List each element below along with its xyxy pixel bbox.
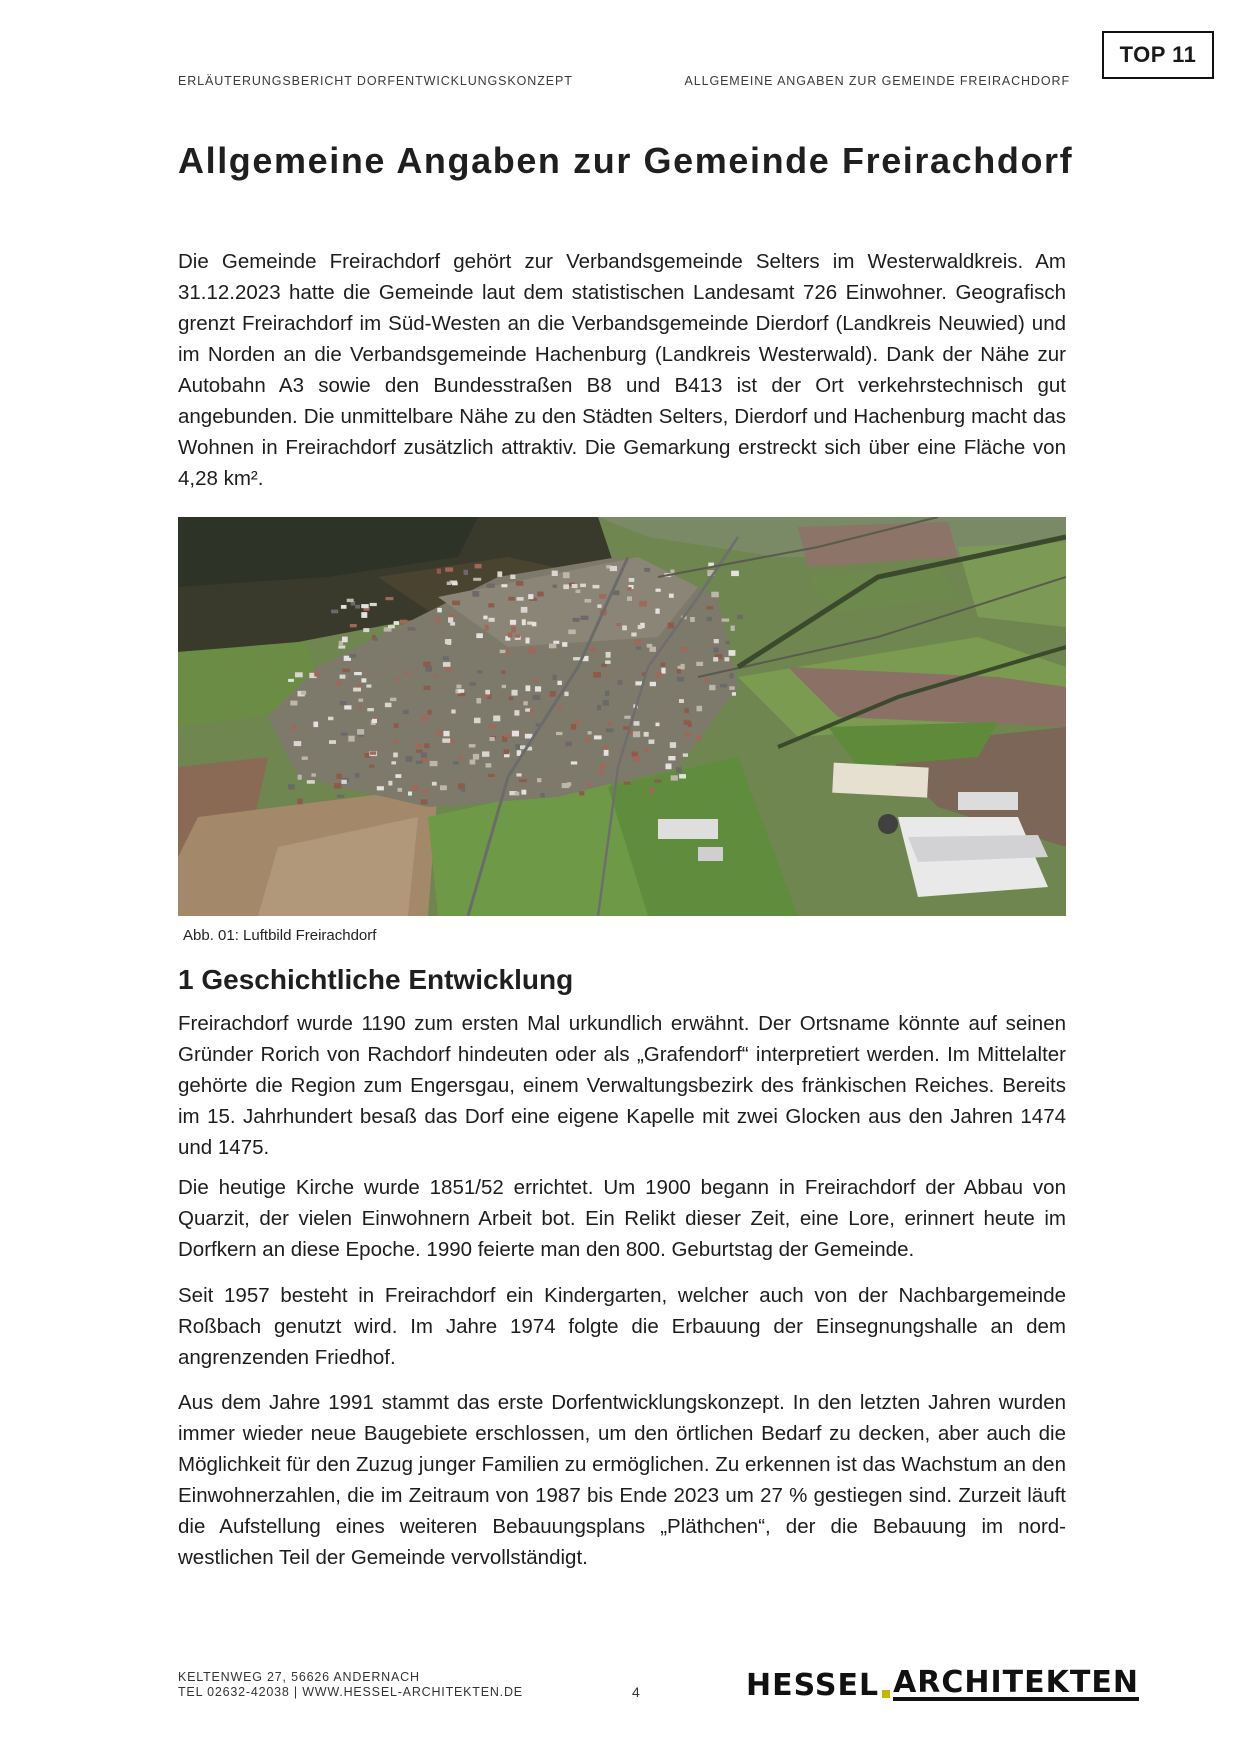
running-header-left: ERLÄUTERUNGSBERICHT DORFENTWICKLUNGSKONZEPT [178,74,573,88]
history-paragraph-4: Aus dem Jahre 1991 stammt das erste Dorfentwicklungskonzept. In den letzten Jahren wurden immer wieder neue Baugebiete erschlossen, um den örtlichen Bedarf zu decken, aber auch die Möglichkeit für den Zuzug junger Familien zu ermöglichen. Zu erkennen ist das Wachstum an den Einwohnerzahlen, die im Zeitraum von 1987 bis Ende 2023 um 27 % gestiegen sind. Zurzeit läuft die Aufstellung eines weiteren Bebauungsplans „Pläthchen“, der die Bebauung im nord-westlichen Teil der Gemeinde vervollständigt. [178,1391,1066,1569]
intro-paragraph: Die Gemeinde Freirachdorf gehört zur Verbandsgemeinde Selters im Westerwaldkreis. Am 31.12.2023 hatte die Gemeinde laut dem statistischen Landesamt 726 Einwohner. Geografisch grenzt Freirachdorf im Süd-Westen an die Verbandsgemeinde Dierdorf (Landkreis Neuwied) und im Norden an die Verbandsgemeinde Hachenburg (Landkreis Westerwald). Dank der Nähe zur Autobahn A3 sowie den Bundesstraßen B8 und B413 ist der Ort verkehrstechnisch gut angebunden. Die unmittelbare Nähe zu den Städten Selters, Dierdorf und Hachenburg macht das Wohnen in Freirachdorf zusätzlich attraktiv. Die Gemarkung erstreckt sich über eine Fläche von 4,28 km². [178,250,1066,490]
history-paragraph-1: Freirachdorf wurde 1190 zum ersten Mal urkundlich erwähnt. Der Ortsname könnte auf seinen Gründer Rorich von Rachdorf hindeuten oder als „Grafendorf“ interpretiert werden. Im Mittelalter gehörte die Region zum Engersgau, einem Verwaltungsbezirk des fränkischen Reiches. Bereits im 15. Jahrhundert besaß das Dorf eine eigene Kapelle mit zwei Glocken aus den Jahren 1474 und 1475. [178,1012,1066,1159]
top-badge: TOP 11 [1102,31,1214,79]
company-logo [746,1667,1139,1701]
section-heading: 1 Geschichtliche Entwicklung [178,964,574,995]
running-header-right: ALLGEMEINE ANGABEN ZUR GEMEINDE FREIRACHDORF [684,74,1070,88]
history-paragraph-2: Die heutige Kirche wurde 1851/52 errichtet. Um 1900 begann in Freirachdorf der Abbau von Quarzit, der vielen Einwohnern Arbeit bot. Ein Relikt dieser Zeit, eine Lore, erinnert heute im Dorfkern an diese Epoche. 1990 feierte man den 800. Geburtstag der Gemeinde. [178,1176,1066,1261]
aerial-photo [178,517,1066,916]
footer-contact[interactable]: TEL 02632-42038 | WWW.HESSEL-ARCHITEKTEN.DE [178,1685,523,1699]
page-number: 4 [632,1684,640,1700]
footer-address-block [178,1670,523,1700]
figure-caption: Abb. 01: Luftbild Freirachdorf [183,927,377,944]
logo-dot-icon [882,1690,890,1698]
logo-text-right: ARCHITEKTEN [893,1665,1139,1700]
logo-text-left: HESSEL [746,1668,880,1703]
history-paragraph-3: Seit 1957 besteht in Freirachdorf ein Kindergarten, welcher auch von der Nachbargemeinde Roßbach genutzt wird. Im Jahre 1974 folgte die Erbauung der Einsegnungshalle an dem angrenzenden Friedhof. [178,1284,1066,1369]
footer-address: KELTENWEG 27, 56626 ANDERNACH [178,1670,420,1684]
page-title: Allgemeine Angaben zur Gemeinde Freirachdorf [178,140,1074,181]
